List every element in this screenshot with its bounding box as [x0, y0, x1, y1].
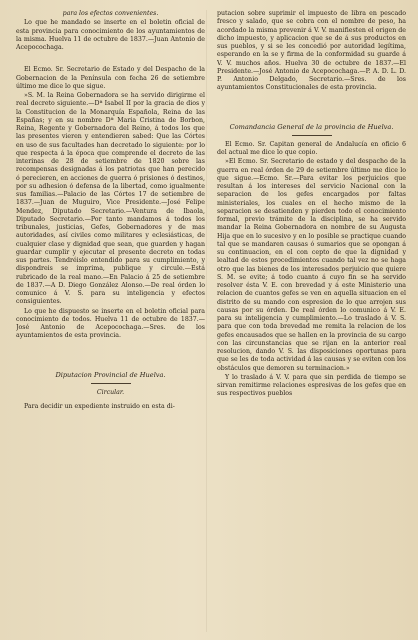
right-section-heading: Comandancia General de la provincia de Huelva. — [229, 122, 394, 131]
column-gutter — [206, 10, 207, 632]
right-column — [217, 10, 406, 632]
left-top-paragraph: Lo que he mandado se inserte en el boletin oficial de esta provincia para conocimiento de los ayuntamientos de la misma. Huelva 11 de octubre de 1837.—Juan Antonio de Acepocochaga. — [16, 19, 205, 51]
right-paragraph-2: El Ecmo. Sr. Capitan general de Andalucía en oficio 6 del actual me dice lo que copio. — [217, 140, 406, 156]
two-column-layout — [16, 10, 406, 632]
left-paragraph-1: El Ecmo. Sr. Secretario de Estado y del Despacho de la Gobernacion de la Península con fecha 26 de setiembre último me dice lo que sigue. — [16, 66, 205, 90]
left-paragraph-3: Lo que he dispuesto se inserte en el boletin oficial para conocimiento de todos. Huelva 11 de octubre de 1837.—José Antonio de Acepocochaga.—Sres. de los ayuntamientos de esta provincia. — [16, 307, 205, 340]
right-paragraph-4: Y lo traslado á V. V. para que sin perdida de tiempo se sirvan remitirme relaciones espresivas de los gefes que en sus respectivos pueblos — [217, 373, 406, 398]
right-paragraph-1: putacion sobre suprimir el impuesto de libra en pescado fresco y salado, que se cobra con el nombre de peso, ha acordado la misma prevenir á V. V. manifiesten el origen de dicho impuesto, y aplicacion que se de á sus productos en sus pueblos, y si se les concedió por autoridad legítima, esperando en la se y firma de la conformidad su guarde á V. V. muchos años. Huelva 30 de octubre de 1837.—El Presidente.—José Antonio de Acepocochaga.—P. A. D. L. D. P. Antonio Delgado, Secretario.—Sres. de los ayuntamientos Constitucionales de esta provincia. — [217, 10, 406, 92]
left-section-heading: Diputacion Provincial de Huelva. — [55, 370, 166, 379]
left-top-line: para los efectos convenientes. — [62, 10, 159, 17]
right-heading-rule — [292, 135, 332, 136]
left-paragraph-4: Para decidir un expediente instruido en esta di- — [24, 403, 175, 410]
left-subheading: Circular. — [96, 388, 125, 396]
left-column — [16, 10, 205, 632]
left-paragraph-2: »S. M. la Reina Gobernadora se ha servido dirigirme el real decreto siguiente.—Dª Isabel II por la gracia de dios y la Constitucion de la Monarquía Española, Reina de las Españas; y en su nombre Dª Maria Cristina de Borbon, Reina, Regente y Gobernadora del Reino, á todos los que las presentes vieren y entendieren sabed: Que las Córtes en uso de sus facultades han decretado lo siguiente: por lo que respecta á la época que comprende el decreto de las interinas de 28 de setiembre de 1820 sobre las recompensas designadas á los patriotas que han perecido ó perecieren, en acciones de guerra ó prisiones ó destinos, por su adhesion ó defensa de la libertad, como igualmente sus familias.—Palacio de las Córtes 17 de setiembre de 1837.—Juan de Muguiro, Vice Presidente.—José Felipe Mendez, Diputado Secretario.—Ventura de Ibaola, Diputado Secretario.—Por tanto mandamos á todos los tribunales, justicias, Gefes, Gobernadores y de mas autoridades, así civiles como militares y eclesiásticas, de cualquier clase y dignidad que sean, que guarden y hagan guardar cumplir y ejecutar el presente decreto en todas sus partes. Tendréislo entendido para su cumplimiento, y dispondreis se imprima, publique y circule.—Está rubricado de la real mano.—En Palacio á 25 de setiembre de 1837.—A D. Diego González Alonso.—De real órden lo comunico á V. S. para su inteligencia y efectos consiguientes. — [16, 92, 205, 306]
right-paragraph-3: »El Ecmo. Sr. Secretario de estado y del despacho de la guerra en real órden de 29 de setiembre último me dice lo que sigue.—Ecmo. Sr.—Para evitar los perjuicios que resultan á los intereses del servicio Nacional con la separacion de los gefes encargados por faltas ministeriales, los cuales en el hecho mismo de la separacion se desatienden y pierden todo el conocimiento formal, previo trámite de la disciplina, se ha servido mandar la Reina Gobernadora en nombre de su Augusta Hija que en lo sucesivo y en lo posible se practique cuando tal que se mandaren causas ó sumarios que se opongan á su continuacion, en el con cepto de que la dignidad y lealtad de estos procedimientos cuando tal vez no se haga otro que las bienes de los interesados perjuicio que quiere S. M. se evite; á todo cuanto á cuyo fin se ha servido resolver ésta V. E. con brevedad y á este Ministerio una relacion de cuantos gefes se ven en aquella situacion en el distrito de su mando con espresion de lo que arrojen sus causas por su órden. De real órden lo comunico á V. E. para su inteligencia y cumplimiento.—Lo traslado á V. S. para que con toda brevedad me remita la relacion de los gefes encausados que se hallen en la provincia de su cargo con las circunstancias que se rijan en la anterior real resolucion, dando V. S. las disposiciones oportunas para que se les de toda actividad á las causas y se eviten con los obstáculos que demoren su terminacion.» — [217, 158, 406, 372]
heading-rule — [91, 383, 131, 384]
